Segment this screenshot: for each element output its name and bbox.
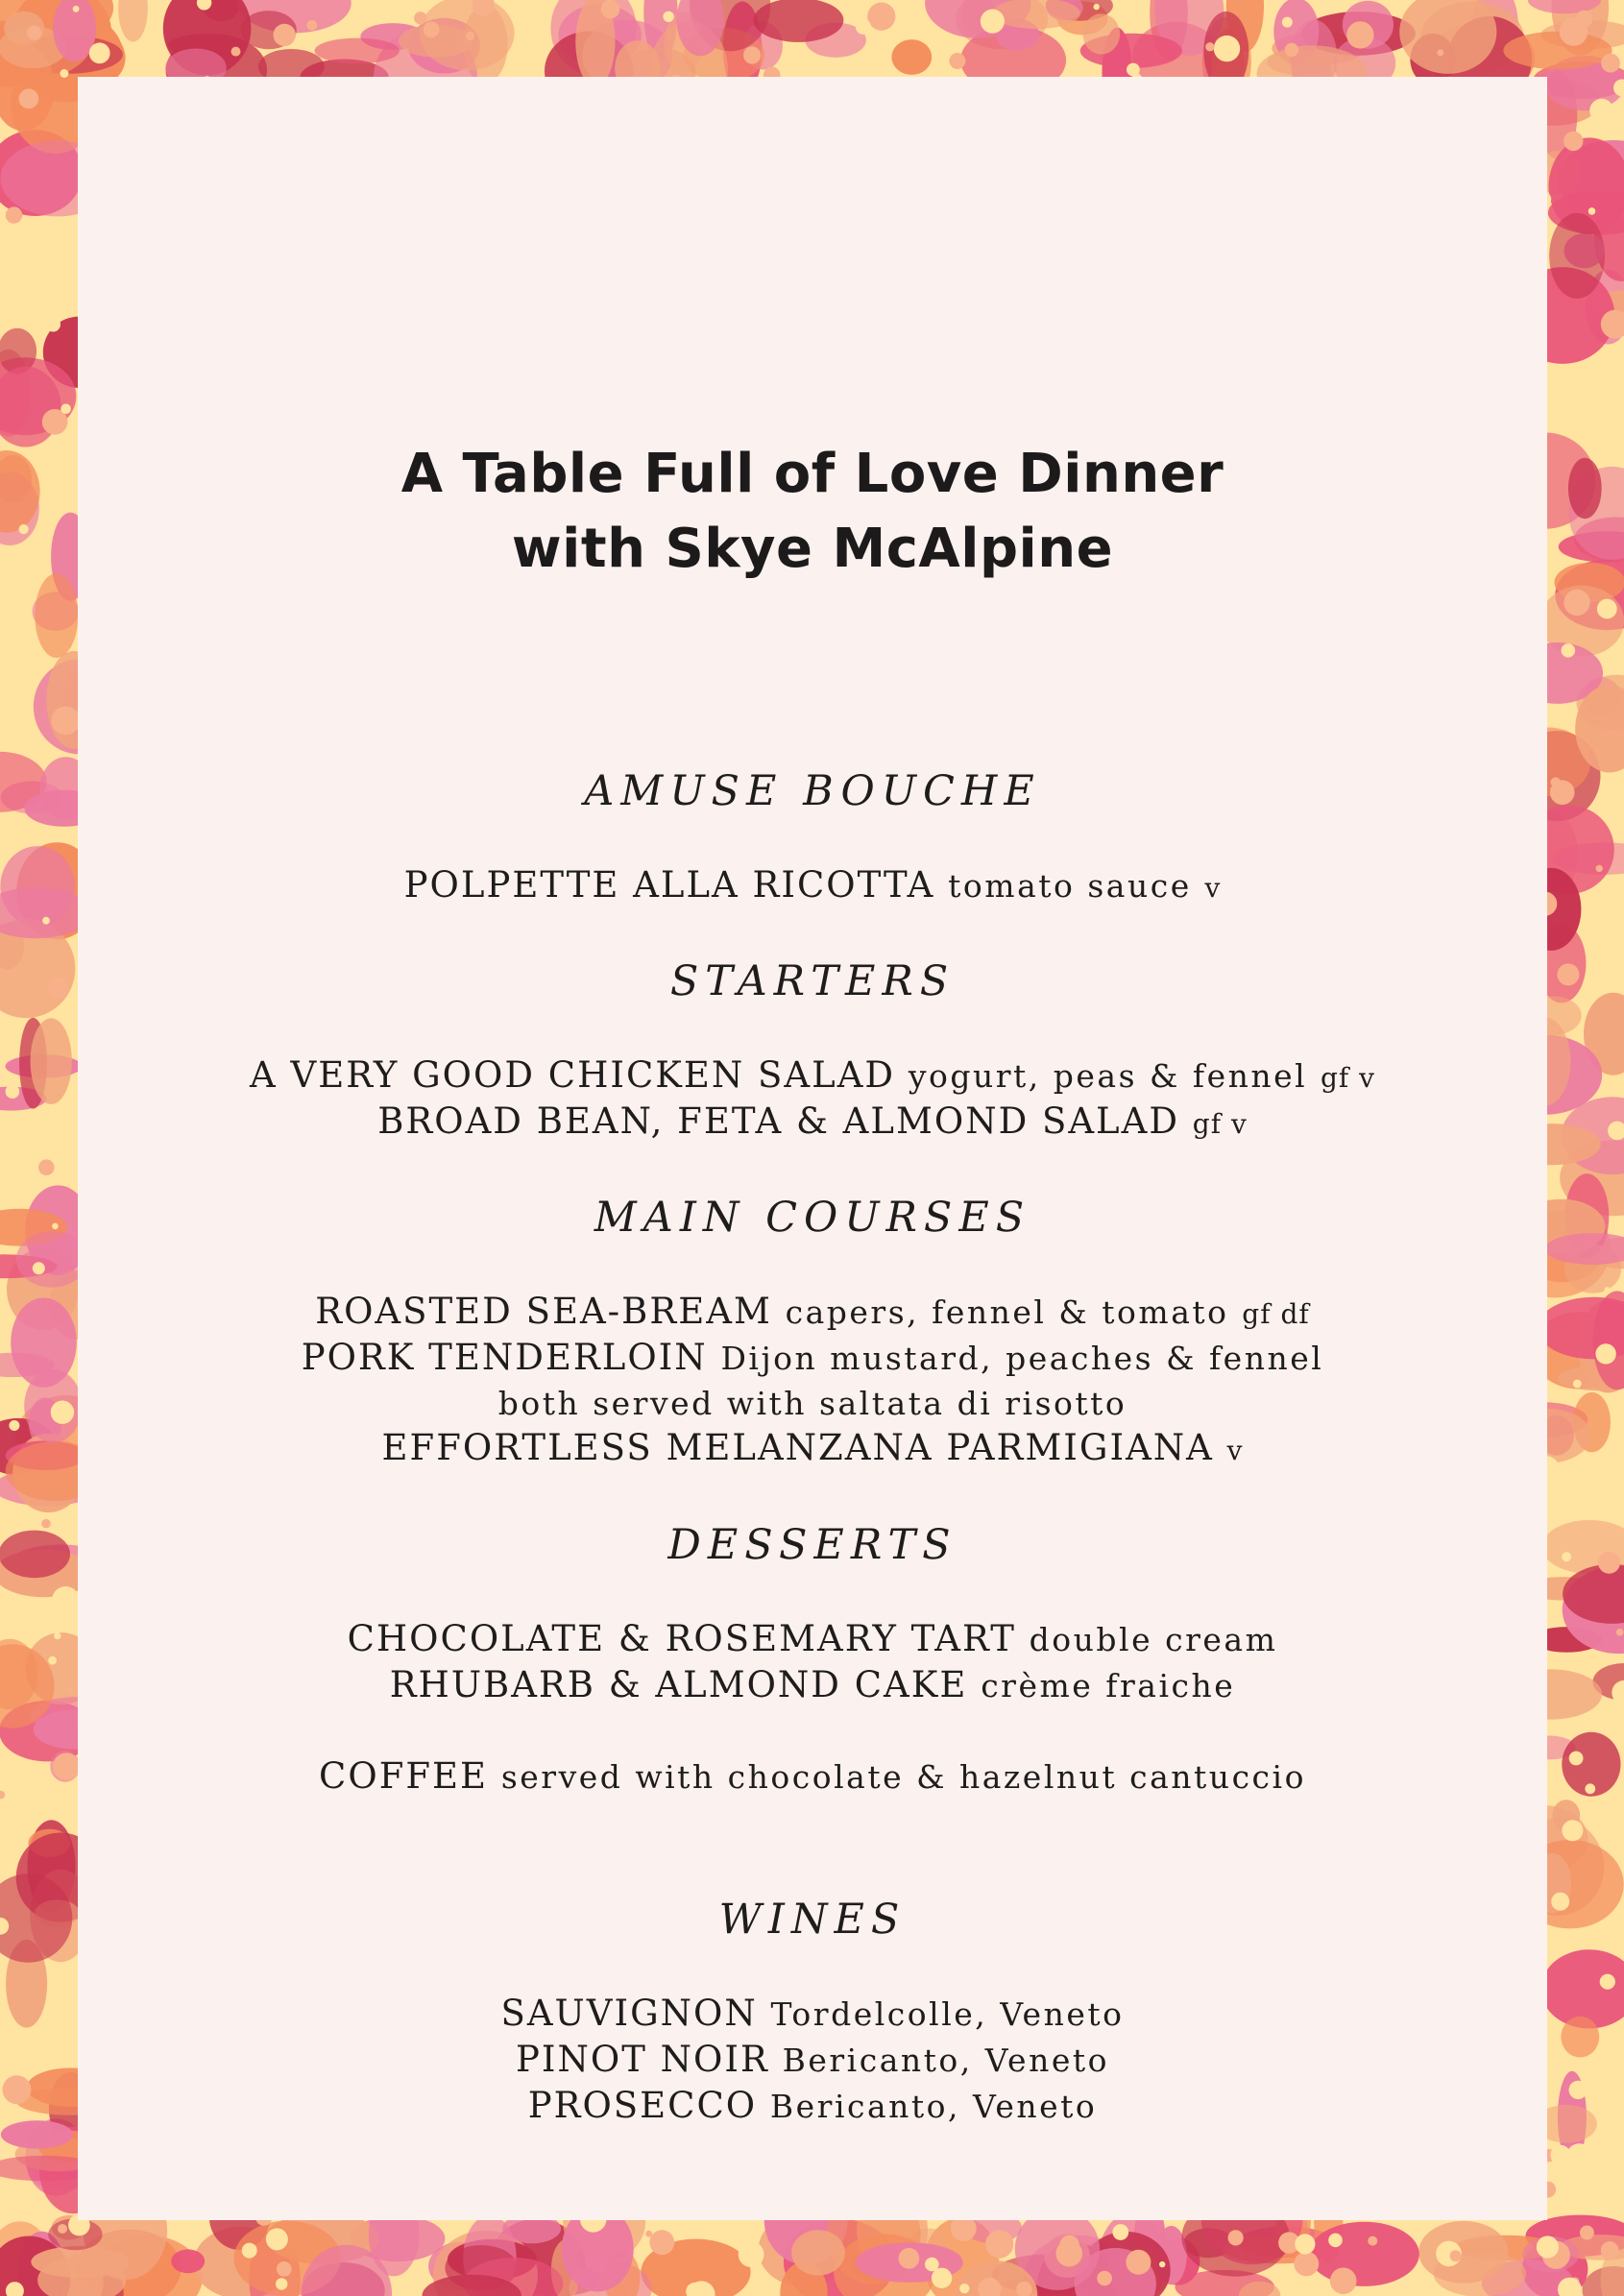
marble-spot (1605, 1287, 1611, 1293)
marble-spot (649, 2230, 674, 2255)
wines-heading: WINES (718, 1896, 907, 1944)
marble-blob (791, 2230, 845, 2275)
marble-spot (1127, 63, 1140, 77)
menu-note: both served with saltata di risotto (497, 1385, 1127, 1422)
amuse-bouche-heading: AMUSE BOUCHE (584, 767, 1041, 815)
marble-spot (48, 1656, 57, 1665)
marble-spot (306, 20, 317, 31)
marble-spot (1588, 207, 1596, 215)
marble-spot (6, 1084, 20, 1099)
marble-blob (1503, 32, 1612, 69)
marble-spot (1565, 2143, 1593, 2171)
menu-item: ROASTED SEA-BREAM capers, fennel & tomato gf df (315, 1291, 1310, 1332)
marble-spot (52, 1223, 59, 1230)
title-line-1: A Table Full of Love Dinner (400, 443, 1224, 505)
marble-blob (1083, 13, 1121, 54)
marble-spot (1562, 1820, 1583, 1841)
marble-spot (274, 24, 296, 46)
marble-spot (33, 1262, 45, 1274)
marble-spot (1, 1753, 16, 1769)
marble-spot (1597, 599, 1617, 619)
marble-spot (1585, 1783, 1595, 1794)
marble-spot (1575, 11, 1592, 28)
marble-spot (1537, 2236, 1559, 2258)
marble-spot (9, 1420, 19, 1431)
marble-spot (1601, 54, 1620, 73)
marble-spot (1294, 2252, 1319, 2277)
marble-spot (52, 707, 81, 736)
marble-spot (1569, 1752, 1584, 1766)
marble-spot (1094, 4, 1100, 10)
marble-spot (19, 524, 29, 534)
marble-spot (73, 6, 80, 12)
marble-blob (891, 39, 932, 75)
marble-spot (1557, 963, 1579, 985)
marble-blob (0, 1531, 70, 1579)
marble-spot (1330, 2268, 1357, 2295)
desserts-heading: DESSERTS (667, 1521, 957, 1569)
marble-spot (985, 2230, 1013, 2258)
wine-item: PINOT NOIR Bericanto, Veneto (516, 2039, 1109, 2080)
marble-blob (1568, 458, 1602, 519)
wine-item: PROSECCO Bericanto, Veneto (527, 2085, 1098, 2126)
marble-spot (1368, 2236, 1377, 2246)
marble-spot (1562, 643, 1576, 658)
marble-spot (60, 69, 68, 78)
marble-spot (1595, 1343, 1615, 1364)
marble-spot (19, 88, 39, 109)
marble-spot (1589, 99, 1613, 123)
marble-spot (53, 1752, 81, 1780)
marble-spot (15, 1787, 26, 1798)
marble-spot (1112, 2224, 1128, 2240)
marble-spot (1616, 1629, 1624, 1636)
marble-spot (57, 271, 69, 283)
marble-spot (1437, 49, 1443, 56)
marble-spot (899, 2248, 920, 2269)
marble-spot (424, 21, 440, 37)
menu-item: A VERY GOOD CHICKEN SALAD yogurt, peas & fennel gf v (250, 1054, 1375, 1096)
menu-item: POLPETTE ALLA RICOTTA tomato sauce v (403, 864, 1222, 906)
marble-spot (52, 1586, 79, 1613)
marble-spot (1159, 2261, 1165, 2267)
marble-spot (3, 2075, 32, 2104)
marble-spot (89, 42, 110, 63)
marble-spot (48, 978, 68, 998)
marble-spot (1563, 590, 1589, 616)
marble-spot (65, 1686, 73, 1694)
marble-blob (16, 1231, 87, 1288)
marble-spot (645, 2231, 652, 2237)
marble-spot (1282, 17, 1293, 28)
marble-spot (1551, 777, 1561, 786)
marble-spot (42, 917, 50, 925)
marble-blob (1309, 2222, 1419, 2286)
marble-spot (1228, 2230, 1244, 2245)
marble-spot (1563, 132, 1583, 151)
marble-spot (1097, 2271, 1112, 2286)
marble-spot (242, 2243, 257, 2259)
marble-spot (1600, 1974, 1615, 1990)
marble-spot (38, 1159, 55, 1175)
main-courses-heading: MAIN COURSES (594, 1194, 1031, 1242)
marble-spot (743, 46, 761, 63)
marble-spot (1580, 2226, 1594, 2240)
marble-spot (1450, 2250, 1462, 2261)
marble-spot (1059, 2236, 1079, 2256)
menu-title (78, 437, 1547, 587)
marble-spot (856, 19, 871, 35)
menu-item: RHUBARB & ALMOND CAKE crème fraiche (389, 1664, 1236, 1705)
marble-spot (51, 1401, 74, 1424)
marble-spot (277, 2261, 292, 2277)
marble-spot (6, 206, 22, 223)
menu-item: EFFORTLESS MELANZANA PARMIGIANA v (381, 1427, 1244, 1468)
menu-item: PORK TENDERLOIN Dijon mustard, peaches & fennel (301, 1337, 1324, 1378)
marble-spot (1205, 42, 1214, 51)
marble-spot (61, 404, 71, 415)
marble-spot (1562, 1552, 1571, 1561)
marble-blob (1549, 213, 1605, 299)
wine-item: SAUVIGNON Tordelcolle, Veneto (500, 1993, 1125, 2034)
marble-spot (1596, 865, 1603, 872)
marble-spot (739, 2241, 764, 2267)
menu-card (78, 77, 1547, 2220)
marble-blob (1, 2120, 73, 2148)
marble-spot (1598, 1552, 1620, 1574)
marble-spot (601, 0, 620, 18)
marble-blob (171, 2249, 205, 2273)
marble-spot (41, 1519, 51, 1529)
marble-spot (663, 12, 673, 22)
marble-spot (46, 317, 61, 331)
marble-spot (1285, 43, 1298, 57)
marble-spot (130, 42, 150, 62)
marble-blob (11, 1298, 77, 1388)
marble-spot (981, 10, 1005, 34)
marble-spot (949, 53, 965, 69)
marble-blob (1561, 2017, 1599, 2058)
marble-spot (231, 47, 241, 57)
marble-blob (315, 38, 400, 64)
marble-spot (54, 1632, 61, 1639)
marble-spot (466, 32, 474, 40)
marble-spot (1569, 2081, 1588, 2099)
menu-item: CHOCOLATE & ROSEMARY TART double cream (347, 1618, 1278, 1659)
marble-spot (1346, 21, 1373, 48)
marble-spot (1573, 1380, 1582, 1389)
marble-spot (1551, 1893, 1569, 1911)
marble-blob (35, 573, 78, 658)
marble-spot (959, 2284, 969, 2293)
marble-spot (867, 3, 895, 31)
marble-spot (932, 2268, 952, 2288)
marble-spot (1214, 36, 1240, 61)
marble-spot (266, 2228, 288, 2250)
starters-heading: STARTERS (669, 957, 956, 1005)
marble-spot (414, 12, 426, 24)
menu-item: BROAD BEAN, FETA & ALMOND SALAD gf v (377, 1100, 1248, 1142)
marble-spot (1328, 2234, 1343, 2248)
marble-spot (1295, 2234, 1315, 2254)
marble-blob (31, 1018, 72, 1104)
title-line-2: with Skye McAlpine (511, 518, 1114, 580)
marble-spot (58, 2224, 67, 2234)
marble-spot (1126, 2250, 1151, 2275)
coffee-line: COFFEE served with chocolate & hazelnut cantuccio (319, 1755, 1306, 1797)
marble-spot (1601, 2241, 1619, 2260)
marble-spot (276, 2278, 287, 2289)
marble-spot (27, 25, 41, 39)
